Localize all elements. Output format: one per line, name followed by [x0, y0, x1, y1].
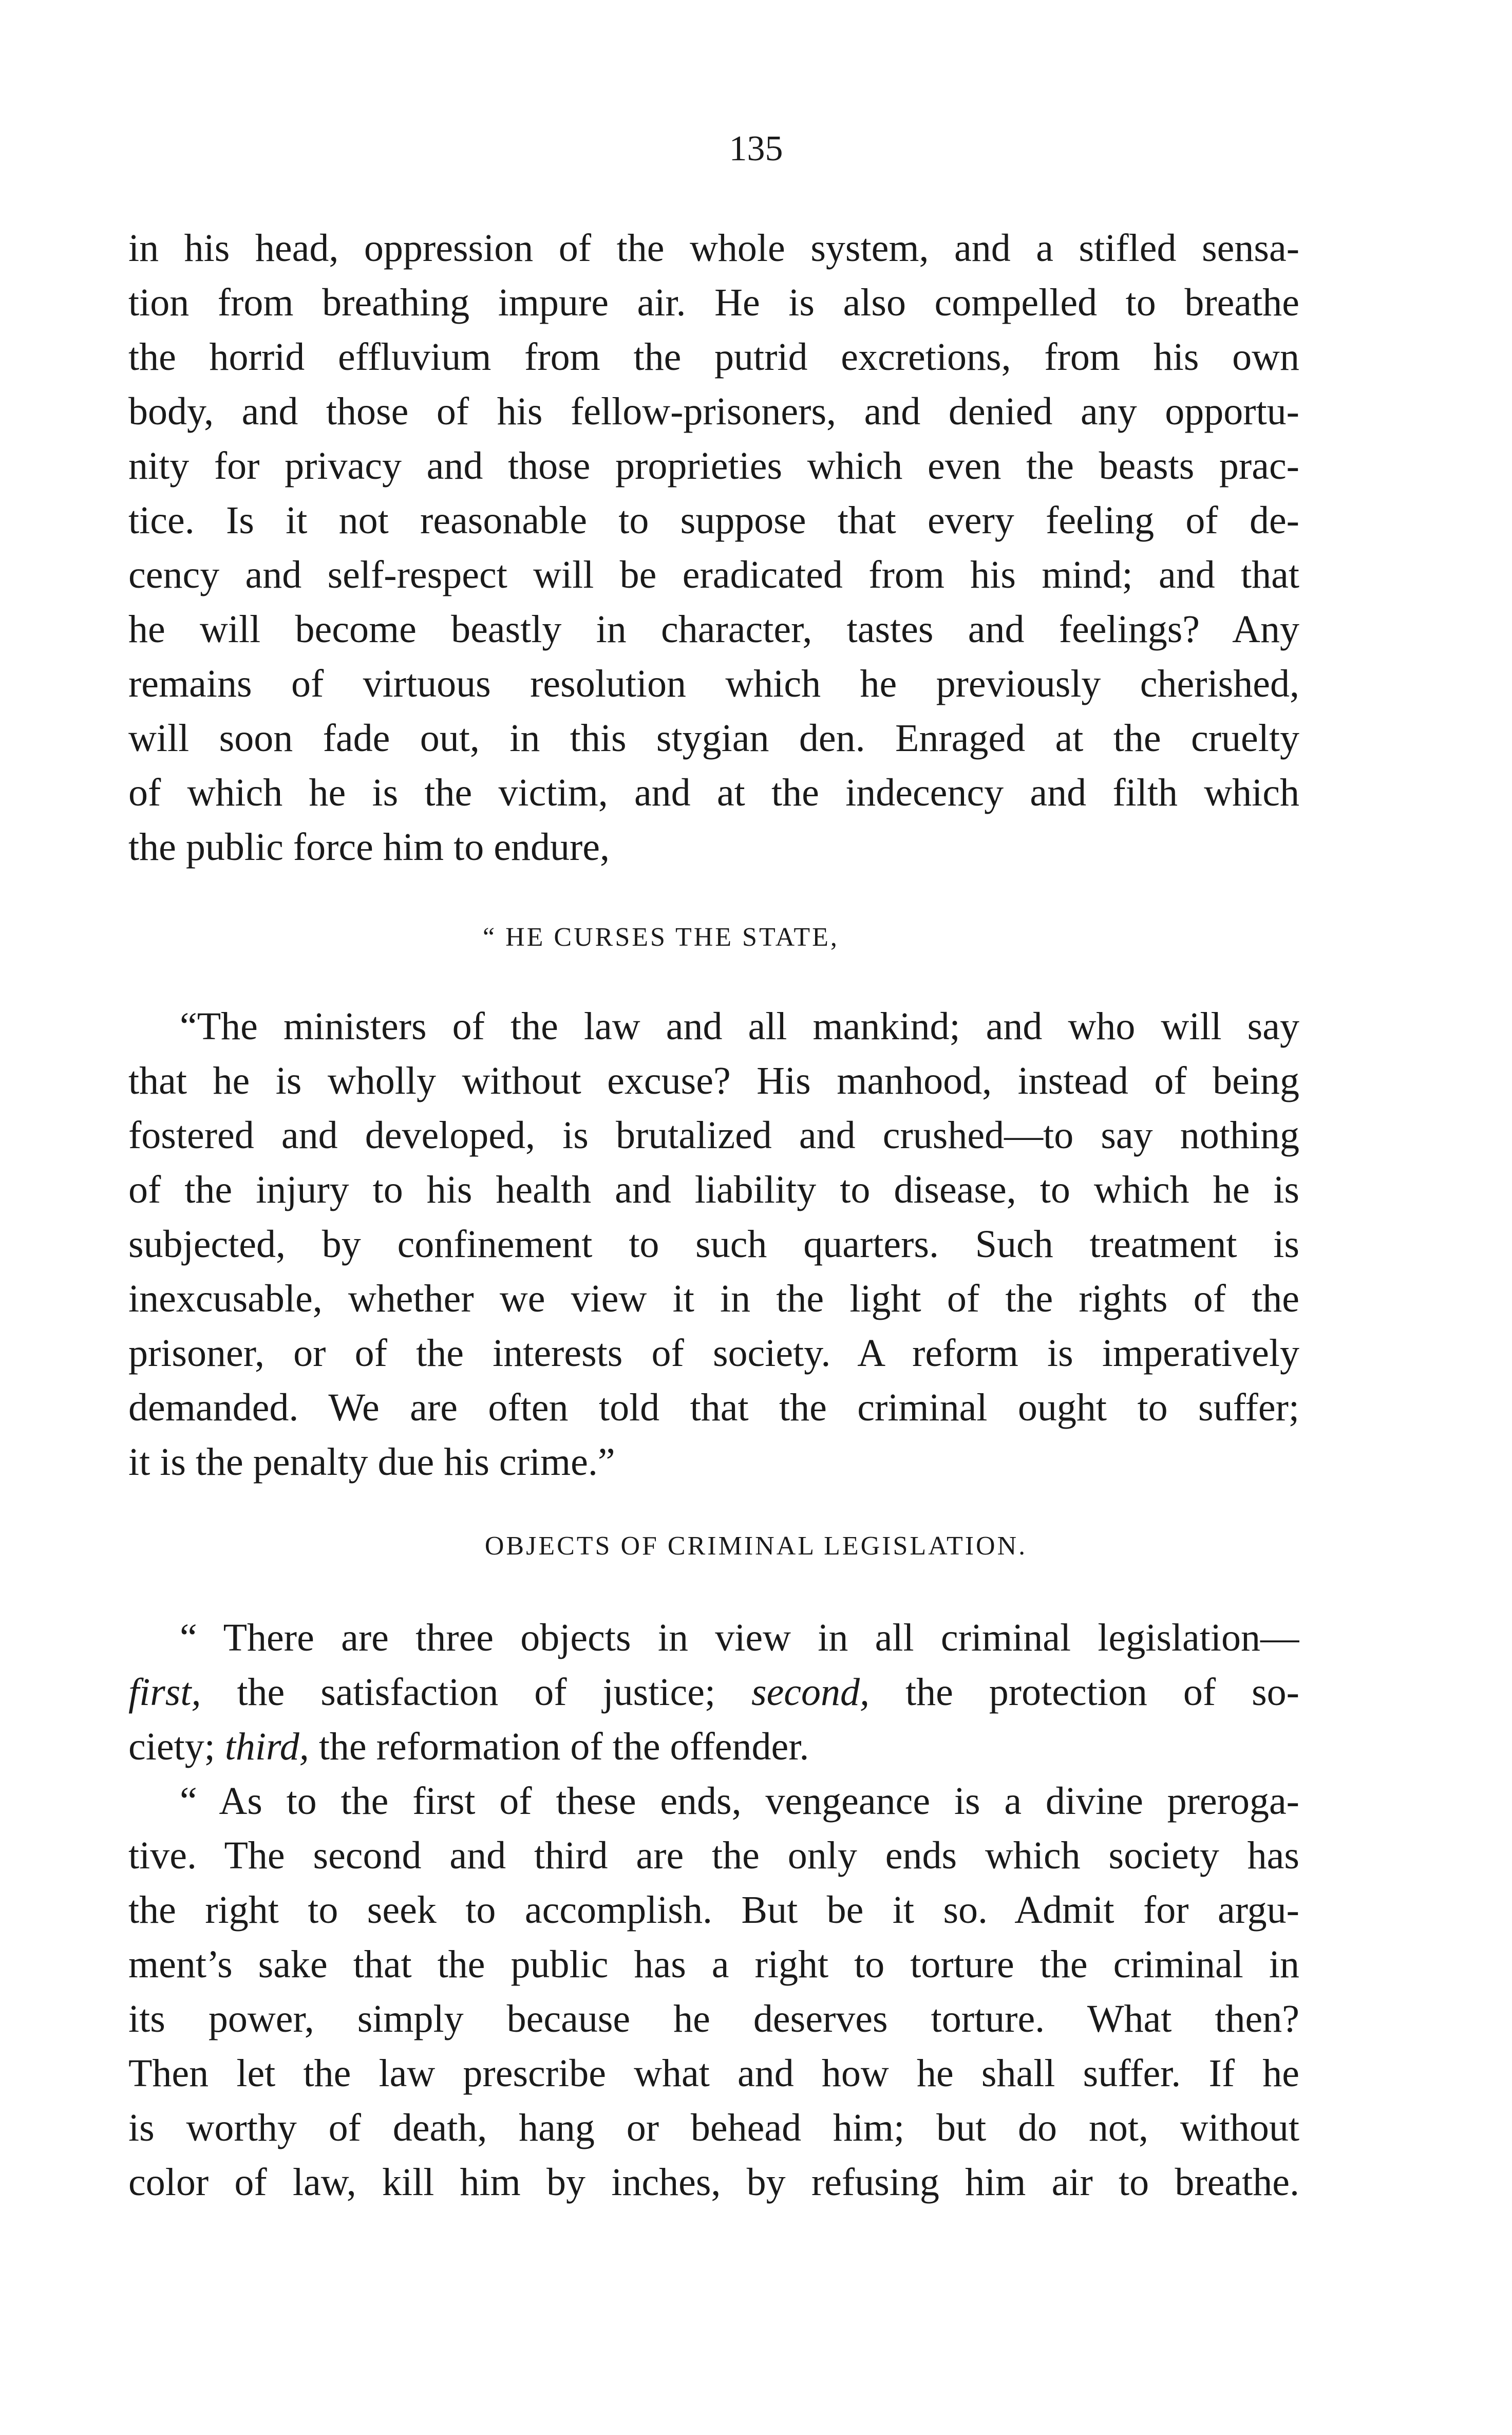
section-heading: OBJECTS OF CRIMINAL LEGISLATION.	[484, 1531, 1028, 1561]
paragraph-1-line: the horrid effluvium from the putrid excretions, from his own	[128, 335, 1299, 379]
line-text: the reformation of the offender.	[309, 1725, 809, 1768]
paragraph-1-line: he will become beastly in character, tastes and feelings? Any	[128, 608, 1299, 651]
paragraph-2-line: fostered and developed, is brutalized and crushed—to say nothing	[128, 1114, 1299, 1157]
italic-term: third,	[224, 1725, 309, 1768]
paragraph-1-line: remains of virtuous resolution which he previously cherished,	[128, 662, 1299, 705]
paragraph-4-line: the right to seek to accomplish. But be it so. Admit for argu-	[128, 1888, 1299, 1932]
paragraph-2-line: prisoner, or of the interests of society. A reform is imperatively	[128, 1332, 1299, 1375]
paragraph-1-line: in his head, oppression of the whole system, and a stifled sensa-	[128, 227, 1299, 270]
paragraph-1-line: of which he is the victim, and at the indecency and filth which	[128, 771, 1299, 814]
paragraph-2-line: demanded. We are often told that the criminal ought to suffer;	[128, 1386, 1299, 1429]
line-text: the satisfaction of justice;	[201, 1671, 751, 1714]
line-text: the protection of so-	[870, 1671, 1299, 1714]
page-number: 135	[729, 129, 783, 168]
paragraph-2-line: of the injury to his health and liability to disease, to which he is	[128, 1168, 1299, 1211]
paragraph-4-line: color of law, kill him by inches, by refusing him air to breathe.	[128, 2161, 1299, 2204]
paragraph-2-line: “The ministers of the law and all mankind; and who will say	[180, 1005, 1299, 1048]
paragraph-1-line: nity for privacy and those proprieties which even the beasts prac-	[128, 444, 1299, 488]
paragraph-1-line: cency and self-respect will be eradicated from his mind; and that	[128, 553, 1299, 596]
paragraph-1-line: will soon fade out, in this stygian den. Enraged at the cruelty	[128, 717, 1299, 760]
italic-term: first,	[128, 1671, 201, 1714]
paragraph-3-line: “ There are three objects in view in all criminal legislation—	[180, 1616, 1299, 1659]
paragraph-2-line: subjected, by confinement to such quarters. Such treatment is	[128, 1223, 1299, 1266]
italic-term: second,	[751, 1671, 870, 1714]
paragraph-4-line: ment’s sake that the public has a right to torture the criminal in	[128, 1943, 1299, 1986]
paragraph-4-line: its power, simply because he deserves torture. What then?	[128, 1997, 1299, 2040]
paragraph-3-line	[128, 1668, 1299, 1717]
paragraph-1-line: the public force him to endure,	[128, 826, 610, 869]
paragraph-4-line: tive. The second and third are the only ends which society has	[128, 1834, 1299, 1877]
paragraph-2-line: inexcusable, whether we view it in the light of the rights of the	[128, 1277, 1299, 1320]
paragraph-2-line: that he is wholly without excuse? His manhood, instead of being	[128, 1059, 1299, 1102]
line-text: ciety;	[128, 1725, 225, 1768]
section-heading: “ HE CURSES THE STATE,	[483, 923, 839, 952]
paragraph-2-line: it is the penalty due his crime.”	[128, 1440, 615, 1484]
paragraph-4-line: “ As to the first of these ends, vengeance is a divine preroga-	[180, 1780, 1299, 1823]
paragraph-1-line: body, and those of his fellow-prisoners, and denied any opportu-	[128, 390, 1299, 433]
paragraph-4-line: Then let the law prescribe what and how he shall suffer. If he	[128, 2052, 1299, 2095]
paragraph-1-line: tice. Is it not reasonable to suppose that every feeling of de-	[128, 499, 1299, 542]
paragraph-4-line: is worthy of death, hang or behead him; but do not, without	[128, 2106, 1299, 2149]
paragraph-3-line	[128, 1722, 1299, 1771]
paragraph-1-line: tion from breathing impure air. He is also compelled to breathe	[128, 281, 1299, 324]
